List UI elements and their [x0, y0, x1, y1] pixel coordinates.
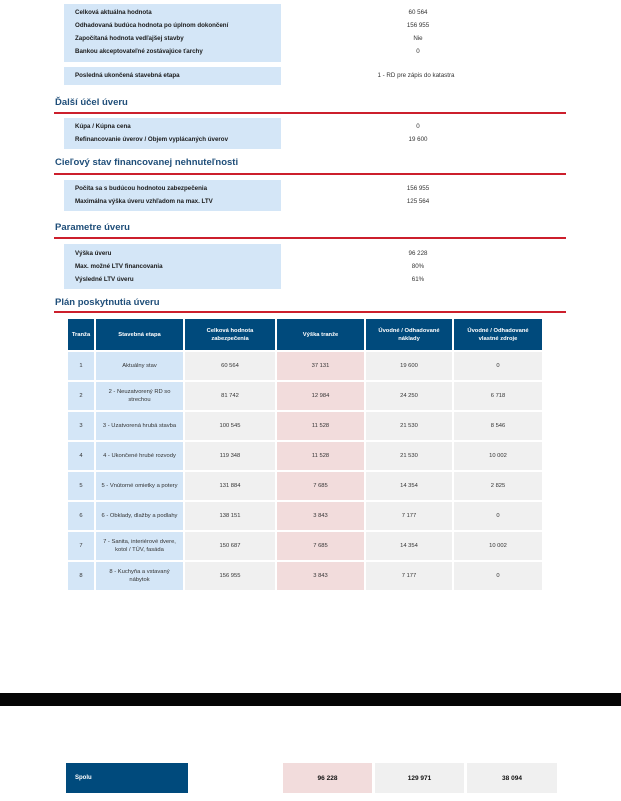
cell-zdroje: 2 825 [454, 472, 542, 500]
info-value: 80% [411, 263, 425, 270]
section-divider [54, 112, 566, 114]
cell-naklady: 19 600 [366, 352, 452, 380]
totals-vlastne-zdroje: 38 094 [467, 763, 557, 793]
cell-etapa: 8 - Kuchyňa a vstavaný nábytok [96, 562, 183, 590]
totals-naklady: 129 971 [375, 763, 464, 793]
cell-tranza: 2 [68, 382, 94, 410]
info-value: 156 955 [406, 185, 430, 192]
info-label: Výsledné LTV úveru [75, 276, 134, 283]
info-value: 96 228 [408, 250, 428, 257]
cell-zdroje: 10 002 [454, 532, 542, 560]
info-label: Maximálna výška úveru vzhľadom na max. LTV [75, 198, 213, 205]
cell-zdroje: 0 [454, 502, 542, 530]
table-row [68, 442, 542, 470]
info-value: Nie [413, 35, 423, 42]
info-value: 0 [416, 48, 420, 55]
cell-zdroje: 8 546 [454, 412, 542, 440]
info-value: 61% [411, 276, 425, 283]
header-vyska-tranze: Výška tranže [277, 319, 364, 350]
plan-table-header [68, 319, 542, 350]
info-value: 60 564 [408, 9, 428, 16]
table-row [68, 502, 542, 530]
table-row [68, 532, 542, 560]
page-break-bar [0, 693, 621, 706]
info-value: 19 600 [408, 136, 428, 143]
cell-celkova: 131 884 [185, 472, 275, 500]
table-row [68, 472, 542, 500]
cell-etapa: 2 - Neuzatvorený RD so strechou [96, 382, 183, 410]
cell-vyska: 11 528 [277, 412, 364, 440]
section-title-plan: Plán poskytnutia úveru [55, 297, 160, 308]
cell-etapa: Aktuálny stav [96, 352, 183, 380]
cell-tranza: 6 [68, 502, 94, 530]
totals-label: Spolu [66, 763, 188, 793]
last-stage-label: Posledná ukončená stavebná etapa [75, 72, 180, 79]
cell-celkova: 156 955 [185, 562, 275, 590]
info-label: Výška úveru [75, 250, 112, 257]
cell-vyska: 12 984 [277, 382, 364, 410]
section-divider [54, 311, 566, 313]
table-row [68, 562, 542, 590]
cell-vyska: 3 843 [277, 562, 364, 590]
info-label: Refinancovanie úverov / Objem vyplácaných úverov [75, 136, 229, 143]
cell-tranza: 8 [68, 562, 94, 590]
totals-vyska-tranze: 96 228 [283, 763, 372, 793]
cell-celkova: 100 545 [185, 412, 275, 440]
header-vlastne-zdroje: Úvodné / Odhadované vlastné zdroje [454, 319, 542, 350]
cell-naklady: 21 530 [366, 442, 452, 470]
cell-etapa: 5 - Vnútorné omietky a potery [96, 472, 183, 500]
info-label: Max. možné LTV financovania [75, 263, 163, 270]
cell-naklady: 24 250 [366, 382, 452, 410]
table-row [68, 352, 542, 380]
cell-vyska: 3 843 [277, 502, 364, 530]
cell-etapa: 3 - Uzatvorená hrubá stavba [96, 412, 183, 440]
info-label: Kúpa / Kúpna cena [75, 123, 131, 130]
cell-vyska: 37 131 [277, 352, 364, 380]
cell-etapa: 6 - Obklady, dlažby a podlahy [96, 502, 183, 530]
cell-vyska: 11 528 [277, 442, 364, 470]
header-naklady: Úvodné / Odhadované náklady [366, 319, 452, 350]
table-row [68, 412, 542, 440]
info-value: 156 955 [406, 22, 430, 29]
cell-tranza: 5 [68, 472, 94, 500]
cell-etapa: 7 - Sanita, interiérové dvere, kotol / TÚV, fasáda [96, 532, 183, 560]
cell-vyska: 7 685 [277, 472, 364, 500]
cell-naklady: 14 354 [366, 532, 452, 560]
cell-tranza: 7 [68, 532, 94, 560]
info-label: Započítaná hodnota vedľajšej stavby [75, 35, 184, 42]
section-title-parametre: Parametre úveru [55, 222, 130, 233]
section-title-dalsi-ucel: Ďalší účel úveru [55, 97, 128, 108]
section-divider [54, 173, 566, 175]
cell-celkova: 119 348 [185, 442, 275, 470]
info-value: 125 564 [406, 198, 430, 205]
cell-zdroje: 0 [454, 562, 542, 590]
section-title-cielovy-stav: Cieľový stav financovanej nehnuteľnosti [55, 157, 239, 168]
cell-tranza: 4 [68, 442, 94, 470]
cell-naklady: 21 530 [366, 412, 452, 440]
cell-etapa: 4 - Ukončené hrubé rozvody [96, 442, 183, 470]
info-value: 0 [416, 123, 420, 130]
info-label: Počíta sa s budúcou hodnotou zabezpečenia [75, 185, 208, 192]
section-divider [54, 237, 566, 239]
cell-tranza: 1 [68, 352, 94, 380]
cell-tranza: 3 [68, 412, 94, 440]
cell-naklady: 7 177 [366, 502, 452, 530]
cell-zdroje: 10 002 [454, 442, 542, 470]
info-label: Bankou akceptovateľné zostávajúce ťarchy [75, 48, 203, 55]
cell-zdroje: 6 718 [454, 382, 542, 410]
table-row [68, 382, 542, 410]
info-label: Odhadovaná budúca hodnota po úplnom dokončení [75, 22, 229, 29]
cell-vyska: 7 685 [277, 532, 364, 560]
cell-celkova: 150 687 [185, 532, 275, 560]
cell-celkova: 60 564 [185, 352, 275, 380]
info-label: Celková aktuálna hodnota [75, 9, 152, 16]
cell-celkova: 138 151 [185, 502, 275, 530]
cell-celkova: 81 742 [185, 382, 275, 410]
cell-naklady: 7 177 [366, 562, 452, 590]
cell-naklady: 14 354 [366, 472, 452, 500]
last-stage-value: 1 - RD pre zápis do katastra [377, 72, 455, 79]
header-stavebna-etapa: Stavebná etapa [96, 319, 183, 350]
header-celkova-hodnota: Celková hodnota zabezpečenia [185, 319, 275, 350]
plan-table [66, 317, 544, 592]
header-tranza: Tranža [68, 319, 94, 350]
cell-zdroje: 0 [454, 352, 542, 380]
